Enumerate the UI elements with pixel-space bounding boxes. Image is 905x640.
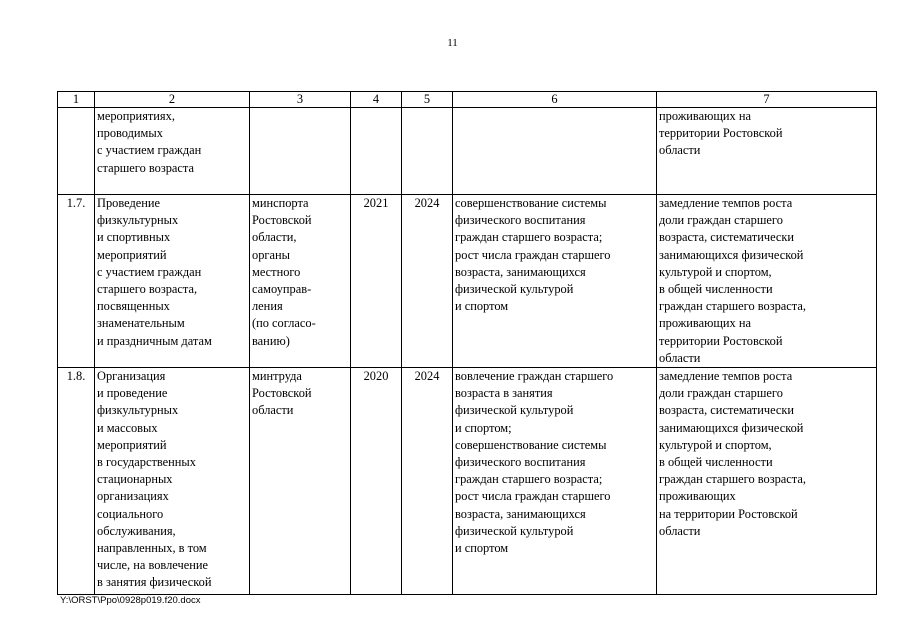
- end-year-cell: [402, 108, 453, 195]
- table-row: [58, 108, 877, 195]
- event-cell: Организация и проведение физкультурных и массовых мероприятий в государственных стационарных организациях социального обслуживания, направленных, в том числе, на вовлечение в занятия физической: [95, 368, 250, 595]
- result-cell: вовлечение граждан старшего возраста в занятия физической культурой и спортом; совершенствование системы физического воспитания граждан старшего возраста; рост числа граждан старшего возраста, занимающихся физической культурой и спортом: [453, 368, 657, 595]
- column-header: 1: [58, 92, 95, 108]
- column-header: 6: [453, 92, 657, 108]
- column-header: 3: [250, 92, 351, 108]
- page-number: 11: [447, 37, 458, 49]
- table-row: [58, 195, 877, 368]
- file-path-footer: Y:\ORST\Ppo\0928p019.f20.docx: [60, 595, 201, 606]
- result-cell: [453, 108, 657, 195]
- row-number-cell: 1.7.: [58, 195, 95, 368]
- start-year-cell: 2020: [351, 368, 402, 595]
- executor-cell: минтруда Ростовской области: [250, 368, 351, 595]
- event-cell: мероприятиях, проводимых с участием граждан старшего возраста: [95, 108, 250, 195]
- consequence-cell: замедление темпов роста доли граждан старшего возраста, систематически занимающихся физической культурой и спортом, в общей численности граждан старшего возраста, проживающих на территории Ростовской области: [657, 195, 877, 368]
- table-row: [58, 368, 877, 595]
- column-header: 5: [402, 92, 453, 108]
- result-cell: совершенствование системы физического воспитания граждан старшего возраста; рост числа граждан старшего возраста, занимающихся физической культурой и спортом: [453, 195, 657, 368]
- start-year-cell: 2021: [351, 195, 402, 368]
- table-header-row: [58, 92, 877, 108]
- row-number-cell: [58, 108, 95, 195]
- executor-cell: минспорта Ростовской области, органы местного самоуправ- ления (по согласо- ванию): [250, 195, 351, 368]
- column-header: 7: [657, 92, 877, 108]
- row-number-cell: 1.8.: [58, 368, 95, 595]
- column-header: 4: [351, 92, 402, 108]
- executor-cell: [250, 108, 351, 195]
- consequence-cell: проживающих на территории Ростовской области: [657, 108, 877, 195]
- consequence-cell: замедление темпов роста доли граждан старшего возраста, систематически занимающихся физической культурой и спортом, в общей численности граждан старшего возраста, проживающих на территории Ростовской области: [657, 368, 877, 595]
- event-cell: Проведение физкультурных и спортивных мероприятий с участием граждан старшего возраста, посвященных знаменательным и праздничным датам: [95, 195, 250, 368]
- start-year-cell: [351, 108, 402, 195]
- column-header: 2: [95, 92, 250, 108]
- measures-table: [57, 91, 877, 595]
- end-year-cell: 2024: [402, 368, 453, 595]
- end-year-cell: 2024: [402, 195, 453, 368]
